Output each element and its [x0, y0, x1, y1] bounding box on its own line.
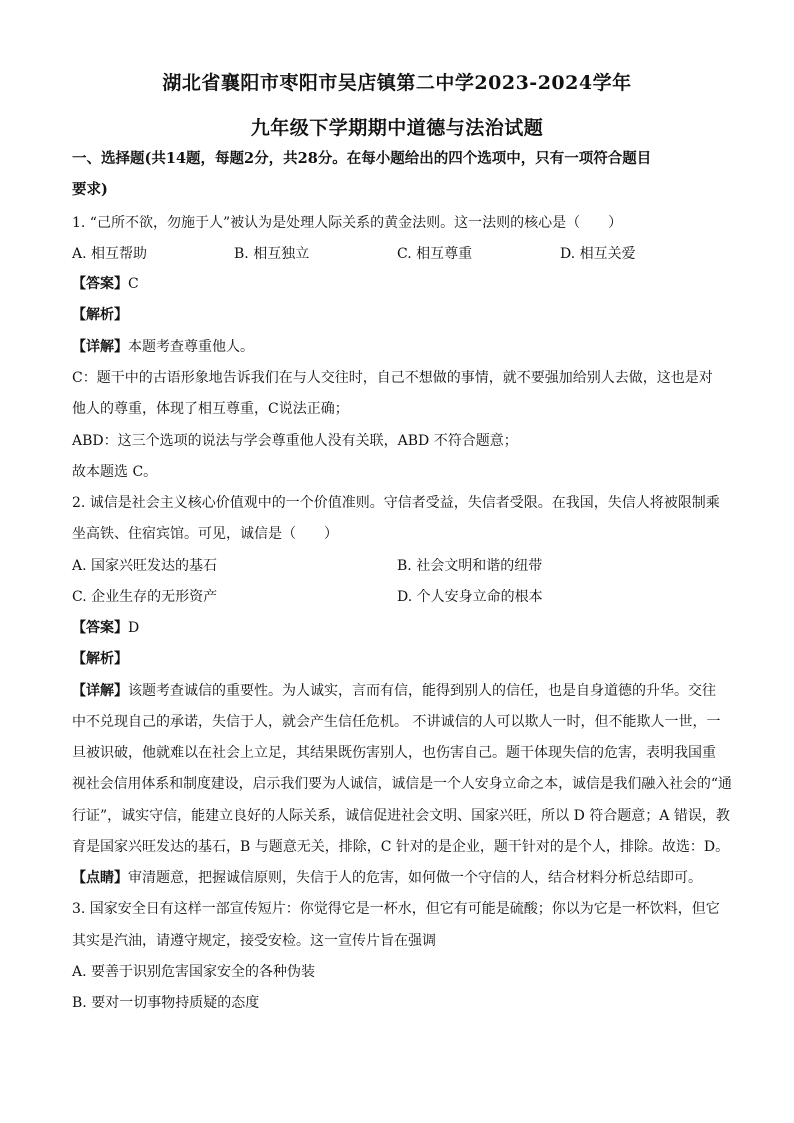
comment-tag: 【点睛】 [72, 870, 128, 886]
answer-value: C [128, 276, 139, 292]
q2-answer [72, 618, 732, 638]
analysis-tag: 【解析】 [72, 307, 128, 323]
q2-option-c: C. 企业生存的无形资产 [72, 589, 218, 605]
q1-option-b: B. 相互独立 [234, 246, 310, 262]
q3-stem: 3. 国家安全日有这样一部宣传短片：你觉得它是一杯水，但它有可能是硫酸；你以为它是一杯饮料，但它 [72, 901, 720, 917]
exam-title-line-2: 九年级下学期期中道德与法治试题 [250, 117, 544, 139]
q1-explanation-line: 故本题选 C。 [72, 464, 158, 480]
q2-detail-line: 中不兑现自己的承诺，失信于人，就会产生信任危机。 不讲诚信的人可以欺人一时，但不能欺人一世，一 [72, 714, 721, 730]
q1-option-d: D. 相互关爱 [560, 246, 636, 262]
q1-explanation-line: C：题干中的古语形象地告诉我们在与人交往时，自己不想做的事情，就不要强加给别人去做，这也是对 [72, 370, 713, 386]
q1-explanation-line: ABD：这三个选项的说法与学会尊重他人没有关联，ABD 不符合题意； [72, 433, 518, 449]
q2-comment [72, 868, 732, 888]
q2-stem-cont: 坐高铁、住宿宾馆。可见，诚信是（ ） [72, 526, 338, 542]
section-heading-cont: 要求) [72, 181, 108, 198]
exam-title-line-1: 湖北省襄阳市枣阳市吴店镇第二中学2023-2024学年 [162, 72, 632, 94]
q2-analysis-tag [72, 649, 732, 669]
q1-analysis-tag [72, 305, 732, 325]
analysis-tag: 【解析】 [72, 651, 128, 667]
q1-stem: 1. “己所不欲，勿施于人”被认为是处理人际关系的黄金法则。这一法则的核心是（ ） [72, 215, 623, 231]
q2-detail [72, 681, 732, 701]
q3-option-a: A. 要善于识别危害国家安全的各种伪装 [72, 964, 316, 980]
answer-tag: 【答案】 [72, 276, 128, 292]
q2-detail-line: 视社会信用体系和制度建设，启示我们要为人诚信，诚信是一个人安身立命之本，诚信是我们融入社会的“通 [72, 776, 732, 792]
q2-option-b: B. 社会文明和谐的纽带 [397, 558, 543, 574]
q3-stem-cont: 其实是汽油，请遵守规定，接受安检。这一宣传片旨在强调 [72, 933, 436, 949]
section-heading: 一、选择题(共14题，每题2分，共28分。在每小题给出的四个选项中，只有一项符合题目 [72, 150, 652, 167]
answer-value: D [128, 620, 140, 636]
q2-option-d: D. 个人安身立命的根本 [397, 589, 543, 605]
q2-detail-line: 旦被识破，他就难以在社会上立足，其结果既伤害别人，也伤害自己。题干体现失信的危害，表明我国重 [72, 745, 716, 761]
detail-tag: 【详解】 [72, 683, 128, 699]
q1-explanation-line: 他人的尊重，体现了相互尊重，C说法正确； [72, 401, 349, 417]
answer-tag: 【答案】 [72, 620, 128, 636]
detail-text: 该题考查诚信的重要性。为人诚实，言而有信，能得到别人的信任，也是自身道德的升华。交往 [128, 683, 716, 699]
detail-text: 本题考查尊重他人。 [128, 339, 254, 355]
q2-detail-line: 行证”，诚实守信，能建立良好的人际关系，诚信促进社会文明、国家兴旺，所以 D 符合题意；A 错误，教 [72, 808, 730, 824]
q1-option-a: A. 相互帮助 [72, 246, 148, 262]
comment-text: 审清题意，把握诚信原则，失信于人的危害，如何做一个守信的人，结合材料分析总结即可。 [128, 870, 702, 886]
q2-option-a: A. 国家兴旺发达的基石 [72, 558, 218, 574]
q1-option-c: C. 相互尊重 [397, 246, 473, 262]
q3-option-b: B. 要对一切事物持质疑的态度 [72, 995, 260, 1011]
q2-detail-line: 育是国家兴旺发达的基石，B 与题意无关，排除，C 针对的是企业，题干针对的是个人，排除。故选：D。 [72, 839, 730, 855]
q1-answer [72, 274, 732, 294]
q1-detail [72, 337, 732, 357]
detail-tag: 【详解】 [72, 339, 128, 355]
q2-stem: 2. 诚信是社会主义核心价值观中的一个价值准则。守信者受益，失信者受限。在我国，失信人将被限制乘 [72, 495, 720, 511]
